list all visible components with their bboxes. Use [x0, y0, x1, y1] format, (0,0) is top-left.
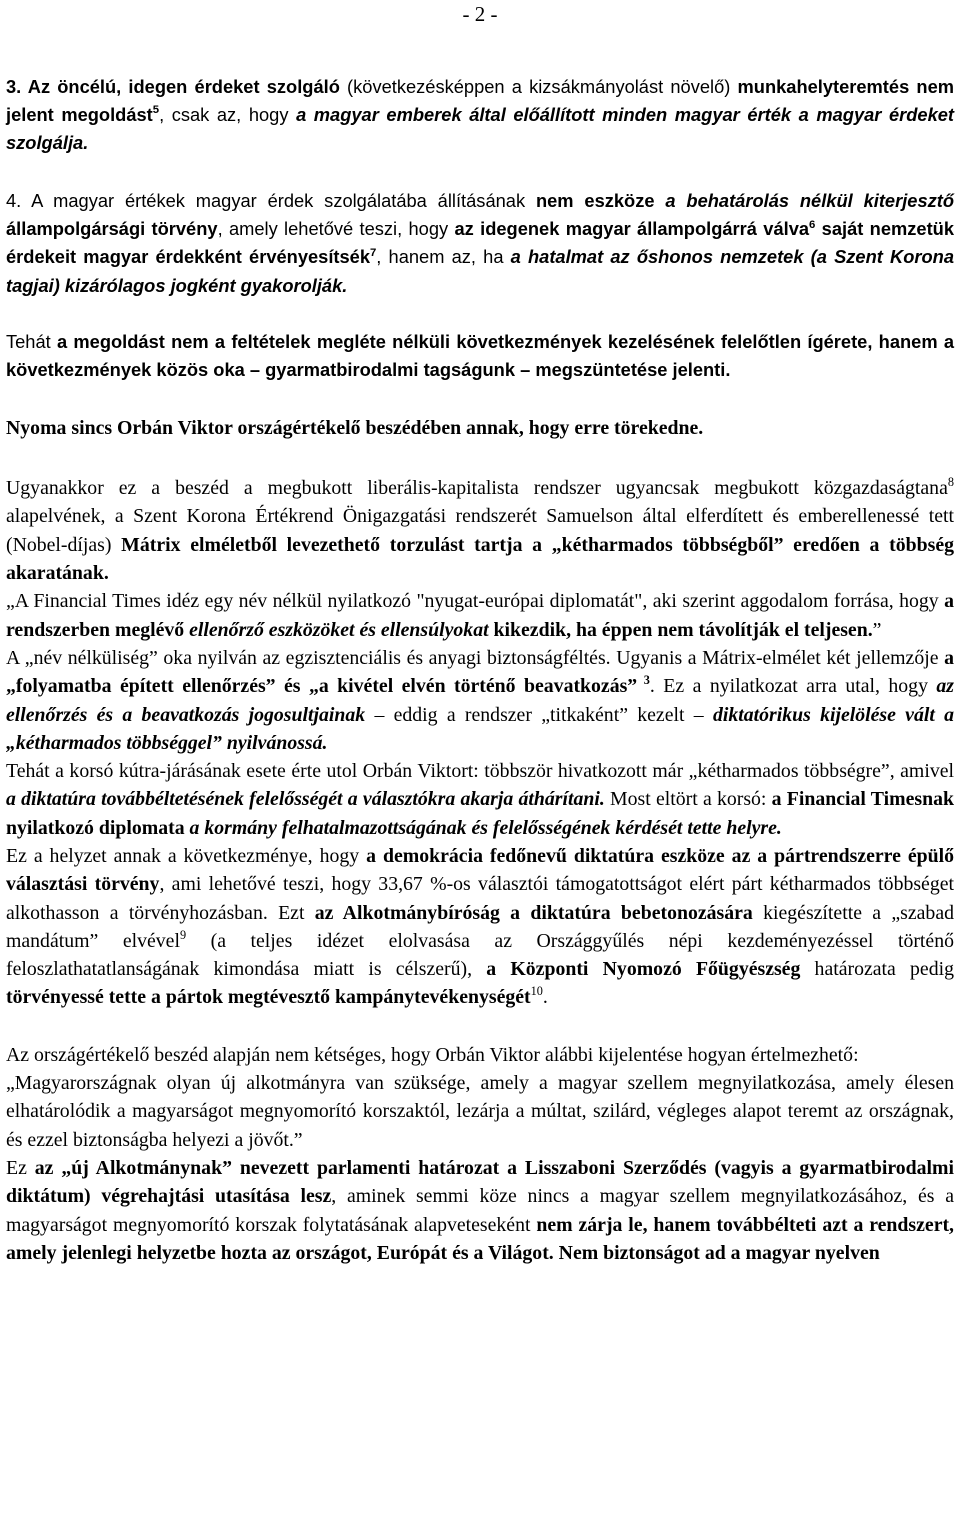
- text: 4. A magyar értékek magyar érdek szolgálatába állításának: [6, 190, 536, 212]
- text: . Ez a nyilatkozat arra utal, hogy: [649, 675, 937, 698]
- footnote-ref-9: 9: [179, 927, 187, 942]
- document-body: [6, 73, 954, 1267]
- text: (következésképpen a kizsákmányolást növelő): [339, 76, 738, 97]
- paragraph-interpretation: [6, 1041, 954, 1069]
- text-bold: kikezdik, ha éppen nem távolítják el teljesen.: [488, 618, 873, 641]
- text: , csak az, hogy: [159, 104, 297, 126]
- page-number: - 2 -: [462, 2, 498, 26]
- text-bold-italic: a hatalmat az őshonos nemzetek (a Szent Korona tagjai) kizárólagos jogként gyakorolják.: [6, 246, 954, 296]
- footnote-ref-7: 7: [369, 246, 377, 259]
- text-bold: az idegenek magyar állampolgárrá válva: [454, 218, 810, 240]
- text-bold-italic: a magyar emberek által előállított minden magyar érték a magyar érdeket szolgálja.: [6, 104, 955, 154]
- text-bold: a rendszerben meglévő: [6, 590, 954, 641]
- text-bold-italic: az ellenőrzés és a beavatkozás jogosultjainak: [6, 675, 954, 726]
- text-bold: a megoldást nem a feltételek megléte nélküli következmények kezelésének felelőtlen ígérete, hanem a következmények közös oka – gyarmatbirodalmi tagságunk – megszüntetése jelenti.: [6, 330, 954, 380]
- text: .: [542, 986, 548, 1009]
- footnote-ref-8: 8: [947, 474, 954, 489]
- text-bold: Nyoma sincs Orbán Viktor országértékelő beszédében annak, hogy erre törekedne.: [6, 416, 704, 439]
- text-bold: a Központi Nyomozó Főügyészség: [486, 958, 801, 981]
- text-bold: 3. Az öncélú, idegen érdeket szolgáló: [6, 76, 340, 97]
- text: , ami lehetővé teszi, hogy 33,67 %-os választói támogatottságot elért párt kétharmados többséget alkothasson a törvényhozásban. Ezt: [6, 873, 954, 924]
- paragraph-jug: [6, 757, 954, 842]
- footnote-ref-6: 6: [809, 218, 816, 231]
- text-bold: állampolgársági törvény: [6, 218, 218, 240]
- text-bold-italic: ellenőrző eszközöket és ellensúlyokat: [189, 618, 489, 641]
- text-bold-italic: a diktatúra továbbéltetésének felelősségét a választókra akarja áthárítani.: [6, 788, 605, 811]
- text-bold: nem zárja le, hanem továbbélteti azt a rendszert, amely jelenlegi helyzetbe hozta az országot, Európát és a Világot. Nem biztonságot ad a magyar nyelven: [6, 1213, 955, 1264]
- footnote-ref-10: 10: [530, 984, 543, 999]
- text-bold-italic: a behatárolás nélkül kiterjesztő: [665, 190, 955, 212]
- footnote-ref-5: 5: [152, 104, 160, 117]
- paragraph-financial-times-quote: [6, 587, 954, 644]
- text: – eddig a rendszer „titkaként” kezelt –: [365, 703, 713, 726]
- text-bold: Mátrix elméletből levezethető torzulást tartja a „kétharmados többségből” eredően a többség akaratának.: [6, 533, 954, 585]
- paragraph-consequence: [6, 842, 954, 1012]
- paragraph-solution: [6, 328, 954, 384]
- text-bold: saját nemzetük érdekeit magyar érdekként érvényesítsék: [6, 218, 954, 268]
- text: A „név nélküliség” oka nyilván az egzisztenciális és anyagi biztonságféltés. Ugyanis a Mátrix-elmélet két jellemzője: [6, 646, 945, 669]
- text-bold: a „folyamatba épített ellenőrzés” és „a kivétel elvén történő beavatkozás”: [6, 646, 954, 698]
- text-bold: a demokrácia fedőnevű diktatúra eszköze az a pártrendszerre épülő választási törvény: [6, 845, 954, 896]
- text: Ugyanakkor ez a beszéd a megbukott liberális-kapitalista rendszer ugyancsak megbukott közgazdaságtana: [6, 477, 948, 500]
- text-bold: az Alkotmánybíróság a diktatúra bebetonozására: [314, 901, 753, 924]
- paragraph-anonymity: [6, 644, 954, 757]
- text-bold-italic: a kormány felhatalmazottságának és felelősségének kérdését tette helyre.: [189, 816, 782, 839]
- paragraph-point-4: [6, 187, 954, 299]
- text: (a teljes idézet elolvasása az Országgyűlés népi kezdeményezéssel történő feloszlathatatlanságának kimondása miatt is célszerű),: [6, 929, 954, 981]
- text: alapelvének, a Szent Korona Értékrend Önigazgatási rendszerét Samuelson által elferdített és emberellenessé tett (Nobel-díjas): [6, 505, 954, 556]
- text: ”: [872, 618, 882, 641]
- text: Ez a helyzet annak a következménye, hogy: [6, 845, 367, 867]
- paragraph-point-3: [6, 73, 954, 157]
- text: kiegészítette a „szabad mandátum” elvével: [6, 901, 954, 952]
- text: „A Financial Times idéz egy név nélkül nyilatkozó "nyugat-európai diplomatát", aki szerint aggodalom forrása, hogy: [6, 590, 945, 613]
- text-bold: törvényessé tette a pártok megtévesztő kampánytevékenységét: [6, 986, 531, 1009]
- text: Az országértékelő beszéd alapján nem kétséges, hogy Orbán Viktor alábbi kijelentése hogyan értelmezhető:: [6, 1043, 859, 1066]
- text: , hanem az, ha: [376, 246, 511, 268]
- text: „Magyarországnak olyan új alkotmányra van szüksége, amely a magyar szellem megnyilatkozása, amely élesen elhatárolódik a magyarságot megnyomorító korszaktól, lezárja a múltat, szilárd, végleges alapot teremt az országnak, és ezzel biztonságba helyezi a jövőt.”: [6, 1072, 954, 1151]
- text-bold: az „új Alkotmánynak” nevezett parlamenti határozat a Lisszaboni Szerződés (vagyis a gyarmatbirodalmi diktátum) végrehajtási utasítása lesz: [6, 1156, 954, 1208]
- text: Most eltört a korsó:: [604, 788, 772, 811]
- paragraph-no-trace: [6, 414, 954, 442]
- text-bold-italic: diktatórikus kijelölése vált a „kétharmados többséggel” nyilvánossá.: [6, 703, 955, 754]
- paragraph-new-constitution: [6, 1154, 954, 1267]
- text: Tehát a korsó kútra-járásának esete érte utol Orbán Viktort: többször hivatkozott már „kétharmados többségre”, amivel: [6, 760, 954, 783]
- text: határozata pedig: [800, 958, 954, 981]
- text-bold: nem eszköze: [535, 190, 666, 212]
- text-bold: munkahelyteremtés nem jelent megoldást: [6, 76, 954, 126]
- paragraph-speech: [6, 474, 954, 587]
- footnote-ref-3: 3: [637, 673, 650, 688]
- text: Tehát: [6, 330, 57, 352]
- text: , aminek semmi köze nincs a magyar szellem megnyilatkozásához, és a magyarságot megnyomorító korszak folytatásának alapveteseként: [6, 1185, 955, 1236]
- paragraph-orban-quote: [6, 1069, 954, 1154]
- text: , amely lehetővé teszi, hogy: [217, 218, 455, 240]
- text: Ez: [6, 1156, 35, 1179]
- text-bold: a Financial Timesnak nyilatkozó diplomata: [6, 788, 954, 839]
